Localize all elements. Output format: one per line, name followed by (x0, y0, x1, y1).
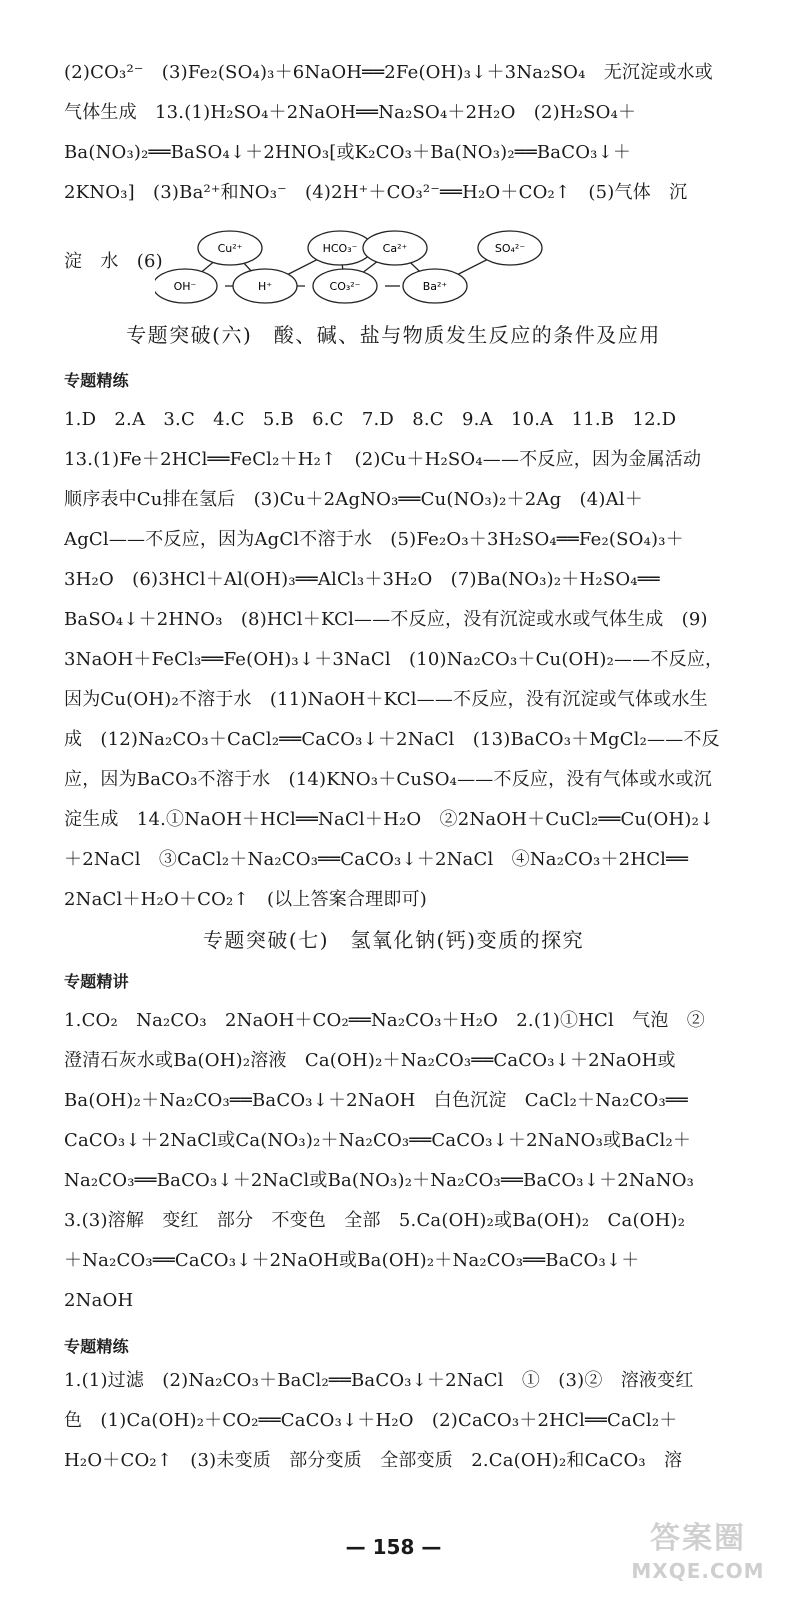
watermark-url: MXQE.COM (631, 1559, 765, 1583)
answer-line: Na₂CO₃══BaCO₃↓＋2NaCl或Ba(NO₃)₂＋Na₂CO₃══BaCO₃↓＋2NaNO₃ (64, 1170, 695, 1191)
watermark-logo (623, 1520, 773, 1590)
ion-label: HCO₃⁻ (322, 242, 358, 255)
ion-label: CO₃²⁻ (329, 280, 361, 293)
answer-line: AgCl——不反应，因为AgCl不溶于水 (5)Fe₂O₃＋3H₂SO₄══Fe₂(SO₄)₃＋ (64, 529, 684, 550)
section-subtitle: 专题精练 (64, 1337, 129, 1356)
section-subtitle: 专题精讲 (64, 972, 129, 991)
ion-label: Ca²⁺ (382, 242, 408, 255)
section-title: 专题突破(七) 氢氧化钠(钙)变质的探究 (202, 928, 585, 952)
answer-line: 色 (1)Ca(OH)₂＋CO₂══CaCO₃↓＋H₂O (2)CaCO₃＋2HCl══CaCl₂＋ (64, 1410, 678, 1431)
answer-line: 淀生成 14.①NaOH＋HCl══NaCl＋H₂O ②2NaOH＋CuCl₂══Cu(OH)₂↓ (64, 809, 715, 830)
answer-line: 2NaCl＋H₂O＋CO₂↑ (以上答案合理即可) (64, 889, 428, 910)
ion-label: OH⁻ (173, 280, 197, 293)
page-number: — 158 — (345, 1535, 442, 1559)
ion-node (313, 269, 377, 303)
answer-line: 1.(1)过滤 (2)Na₂CO₃＋BaCl₂══BaCO₃↓＋2NaCl ① (3)② 溶液变红 (64, 1370, 694, 1391)
answer-line: 气体生成 13.(1)H₂SO₄＋2NaOH══Na₂SO₄＋2H₂O (2)H₂SO₄＋ (64, 102, 637, 123)
answer-line: 因为Cu(OH)₂不溶于水 (11)NaOH＋KCl——不反应，没有沉淀或气体或水生 (64, 689, 708, 710)
ion-reaction-diagram (155, 228, 585, 308)
answer-line: CaCO₃↓＋2NaCl或Ca(NO₃)₂＋Na₂CO₃══CaCO₃↓＋2NaNO₃或BaCl₂＋ (64, 1130, 692, 1151)
section-subtitle: 专题精练 (64, 371, 129, 390)
ion-label: Cu²⁺ (217, 242, 243, 255)
ion-node (363, 231, 427, 265)
ion-label: SO₄²⁻ (494, 242, 526, 255)
answer-line: 3.(3)溶解 变红 部分 不变色 全部 5.Ca(OH)₂或Ba(OH)₂ Ca(OH)₂ (64, 1210, 686, 1231)
answer-line: 13.(1)Fe＋2HCl══FeCl₂＋H₂↑ (2)Cu＋H₂SO₄——不反应，因为金属活动 (64, 449, 702, 470)
answer-line: 1.CO₂ Na₂CO₃ 2NaOH＋CO₂══Na₂CO₃＋H₂O 2.(1)①HCl 气泡 ② (64, 1010, 705, 1031)
answer-line: 成 (12)Na₂CO₃＋CaCl₂══CaCO₃↓＋2NaCl (13)BaCO₃＋MgCl₂——不反 (64, 729, 720, 750)
ion-node (198, 231, 262, 265)
answer-line: 2KNO₃] (3)Ba²⁺和NO₃⁻ (4)2H⁺＋CO₃²⁻══H₂O＋CO₂↑ (5)气体 沉 (64, 182, 688, 203)
answer-line: H₂O＋CO₂↑ (3)未变质 部分变质 全部变质 2.Ca(OH)₂和CaCO₃ 溶 (64, 1450, 683, 1471)
answer-line: Ba(OH)₂＋Na₂CO₃══BaCO₃↓＋2NaOH 白色沉淀 CaCl₂＋Na₂CO₃══ (64, 1090, 688, 1111)
ion-node (155, 269, 217, 303)
ion-node (403, 269, 467, 303)
answer-line: ＋Na₂CO₃══CaCO₃↓＋2NaOH或Ba(OH)₂＋Na₂CO₃══BaCO₃↓＋ (64, 1250, 640, 1271)
answer-line: ＋2NaCl ③CaCl₂＋Na₂CO₃══CaCO₃↓＋2NaCl ④Na₂CO₃＋2HCl══ (64, 849, 689, 870)
answer-line: Ba(NO₃)₂══BaSO₄↓＋2HNO₃[或K₂CO₃＋Ba(NO₃)₂══BaCO₃↓＋ (64, 142, 632, 163)
answer-line: 3NaOH＋FeCl₃══Fe(OH)₃↓＋3NaCl (10)Na₂CO₃＋Cu(OH)₂——不反应， (64, 649, 724, 670)
watermark-title: 答案圈 (650, 1521, 746, 1556)
section-title: 专题突破(六) 酸、碱、盐与物质发生反应的条件及应用 (126, 323, 661, 347)
ion-label: H⁺ (257, 280, 273, 293)
ion-node (478, 231, 542, 265)
answer-line: 顺序表中Cu排在氢后 (3)Cu＋2AgNO₃══Cu(NO₃)₂＋2Ag (4)Al＋ (64, 489, 643, 510)
answer-line: 2NaOH (64, 1290, 134, 1311)
answer-line: (2)CO₃²⁻ (3)Fe₂(SO₄)₃＋6NaOH══2Fe(OH)₃↓＋3Na₂SO₄ 无沉淀或水或 (64, 62, 713, 83)
answer-line: 澄清石灰水或Ba(OH)₂溶液 Ca(OH)₂＋Na₂CO₃══CaCO₃↓＋2NaOH或 (64, 1050, 676, 1071)
answer-line: BaSO₄↓＋2HNO₃ (8)HCl＋KCl——不反应，没有沉淀或水或气体生成 (9) (64, 609, 708, 630)
ion-node (233, 269, 297, 303)
ion-label: Ba²⁺ (422, 280, 448, 293)
answer-line: 1.D 2.A 3.C 4.C 5.B 6.C 7.D 8.C 9.A 10.A 11.B 12.D (64, 409, 677, 430)
answer-line: 应，因为BaCO₃不溶于水 (14)KNO₃＋CuSO₄——不反应，没有气体或水或沉 (64, 769, 712, 790)
answer-line: 3H₂O (6)3HCl＋Al(OH)₃══AlCl₃＋3H₂O (7)Ba(NO₃)₂＋H₂SO₄══ (64, 569, 660, 590)
answer-line: 淀 水 (6) (64, 251, 163, 272)
